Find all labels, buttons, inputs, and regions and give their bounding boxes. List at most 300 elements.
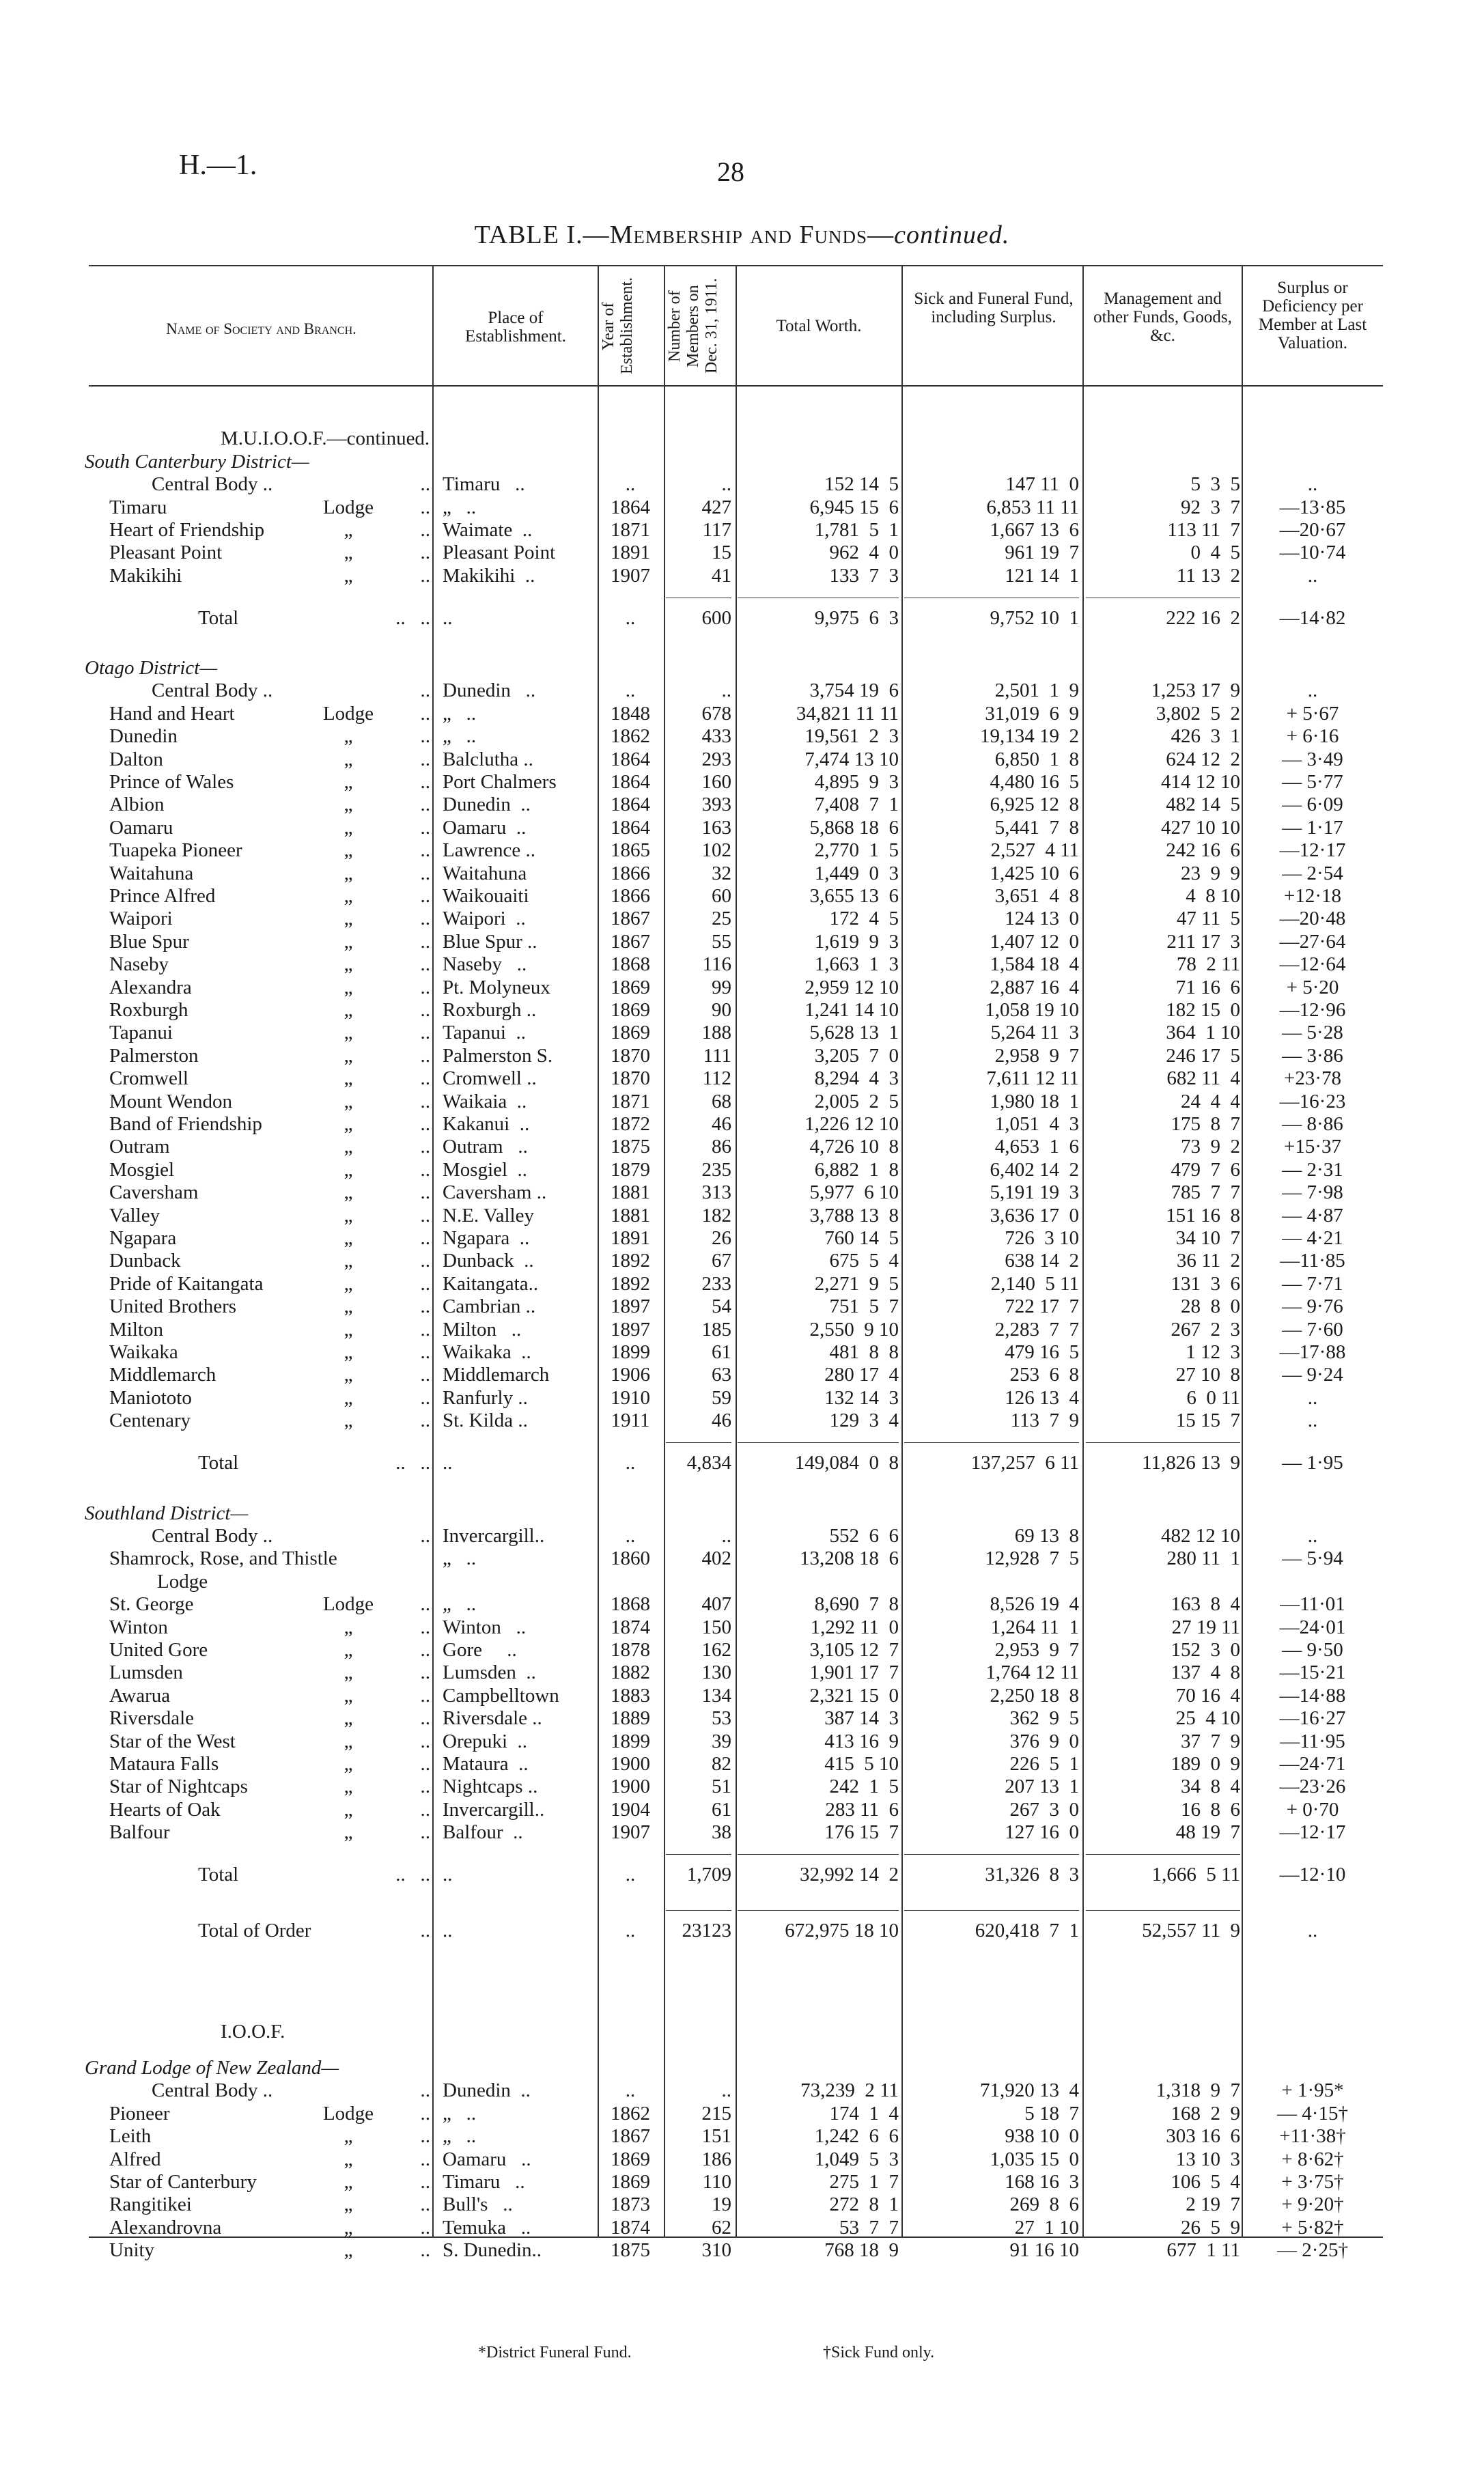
members-count: 46 — [712, 1113, 731, 1135]
sick-funeral-fund: 91 16 10 — [1009, 2239, 1079, 2261]
year-of-establishment: .. — [625, 2079, 636, 2101]
place-of-establishment: Temuka .. — [443, 2217, 531, 2239]
place-of-establishment: Balfour .. — [443, 1821, 523, 1843]
place-of-establishment: Ranfurly .. — [443, 1387, 528, 1409]
members-count: 99 — [712, 977, 731, 998]
district-name: Grand Lodge of New Zealand— — [85, 2057, 339, 2079]
branch-name: Mosgiel — [109, 1159, 175, 1181]
sick-funeral-fund: 1,584 18 4 — [990, 953, 1079, 975]
management-funds: 137 4 8 — [1171, 1661, 1240, 1683]
members-count: 67 — [712, 1250, 731, 1272]
surplus-per-member: — 2·31 — [1282, 1159, 1343, 1181]
place-of-establishment: Palmerston S. — [443, 1045, 553, 1067]
management-funds: 624 12 2 — [1166, 748, 1240, 770]
sick-funeral-fund: 620,418 7 1 — [975, 1920, 1079, 1941]
management-funds: 677 1 11 — [1166, 2239, 1240, 2261]
surplus-per-member: + 5·67 — [1286, 703, 1339, 725]
year-of-establishment: 1875 — [611, 2239, 650, 2261]
year-of-establishment: 1907 — [611, 1821, 650, 1843]
leader-dots: .. — [420, 725, 430, 747]
total-worth: 7,408 7 1 — [814, 794, 899, 815]
total-worth: 2,959 12 10 — [804, 977, 899, 998]
management-funds: 15 15 7 — [1175, 1410, 1240, 1431]
branch-name: Band of Friendship — [109, 1113, 262, 1135]
lodge-mark: „ — [344, 2171, 353, 2193]
total-worth: 1,663 1 3 — [814, 953, 899, 975]
members-count: 134 — [701, 1685, 731, 1707]
year-of-establishment: 1899 — [611, 1730, 650, 1752]
members-count: 60 — [712, 885, 731, 907]
footnote-district-funeral-fund: *District Funeral Fund. — [478, 2344, 632, 2361]
surplus-per-member: —17·88 — [1279, 1341, 1346, 1363]
members-count: 19 — [712, 2193, 731, 2215]
year-of-establishment: 1889 — [611, 1707, 650, 1729]
year-of-establishment: 1875 — [611, 1136, 650, 1158]
lodge-mark: „ — [344, 1295, 353, 1317]
branch-name: Rangitikei — [109, 2193, 192, 2215]
place-of-establishment: S. Dunedin.. — [443, 2239, 542, 2261]
place-of-establishment: Middlemarch — [443, 1364, 550, 1386]
total-worth: 73,239 2 11 — [800, 2079, 899, 2101]
lodge-mark: „ — [344, 771, 353, 793]
place-of-establishment: Pleasant Point — [443, 542, 556, 563]
leader-dots: .. — [420, 2125, 430, 2147]
members-count: 116 — [702, 953, 731, 975]
place-of-establishment: Lumsden .. — [443, 1661, 536, 1683]
management-funds: 163 8 4 — [1171, 1593, 1240, 1615]
sick-funeral-fund: 2,953 9 7 — [994, 1639, 1079, 1661]
total-label: Total — [198, 1452, 239, 1474]
members-count: .. — [721, 679, 731, 701]
management-funds: 131 3 6 — [1171, 1273, 1240, 1295]
management-funds: 52,557 11 9 — [1142, 1920, 1240, 1941]
leader-dots: .. — [420, 1525, 430, 1547]
leader-dots: .. — [420, 1799, 430, 1821]
total-worth: 1,242 6 6 — [814, 2125, 899, 2147]
members-count: 53 — [712, 1707, 731, 1729]
members-count: 112 — [702, 1067, 731, 1089]
total-label: Total — [198, 1864, 239, 1885]
sick-funeral-fund: 147 11 0 — [1005, 473, 1079, 495]
leader-dots: .. — [420, 1920, 430, 1941]
table-title-continued: continued. — [894, 221, 1010, 249]
surplus-per-member: —16·23 — [1279, 1091, 1346, 1112]
year-of-establishment: 1873 — [611, 2193, 650, 2215]
management-funds: 303 16 6 — [1166, 2125, 1240, 2147]
branch-name: Unity — [109, 2239, 155, 2261]
leader-dots: .. — [420, 2217, 430, 2239]
lodge-mark: „ — [344, 999, 353, 1021]
total-worth: 2,770 1 5 — [814, 839, 899, 861]
members-count: 293 — [701, 748, 731, 770]
surplus-per-member: — 7·98 — [1282, 1181, 1343, 1203]
sick-funeral-fund: 362 9 5 — [1009, 1707, 1079, 1729]
place-of-establishment: Naseby .. — [443, 953, 527, 975]
management-funds: 222 16 2 — [1166, 607, 1240, 629]
place-of-establishment: Bull's .. — [443, 2193, 513, 2215]
place-of-establishment: Makikihi .. — [443, 565, 535, 587]
total-worth: 760 14 5 — [824, 1227, 899, 1249]
sick-funeral-fund: 2,283 7 7 — [994, 1319, 1079, 1341]
total-worth: 751 5 7 — [829, 1295, 899, 1317]
place-of-establishment: .. — [443, 1920, 453, 1941]
branch-name: Hearts of Oak — [109, 1799, 221, 1821]
place-of-establishment: Gore .. — [443, 1639, 517, 1661]
total-rule — [1086, 1910, 1240, 1911]
surplus-per-member: + 0·70 — [1286, 1799, 1339, 1821]
total-worth: 283 11 6 — [825, 1799, 899, 1821]
sick-funeral-fund: 19,134 19 2 — [980, 725, 1079, 747]
surplus-per-member: + 1·95* — [1281, 2079, 1344, 2101]
place-of-establishment: Mosgiel .. — [443, 1159, 528, 1181]
total-worth: 272 8 1 — [829, 2193, 899, 2215]
management-funds: 414 12 10 — [1161, 771, 1240, 793]
total-rule — [904, 1442, 1079, 1443]
place-of-establishment: Kaitangata.. — [443, 1273, 539, 1295]
members-count: 68 — [712, 1091, 731, 1112]
management-funds: 73 9 2 — [1181, 1136, 1240, 1158]
lodge-mark: „ — [344, 1821, 353, 1843]
sick-funeral-fund: 31,326 8 3 — [985, 1864, 1079, 1885]
management-funds: 78 2 11 — [1176, 953, 1240, 975]
lodge-mark: „ — [344, 1730, 353, 1752]
sick-funeral-fund: 1,667 13 6 — [990, 519, 1079, 541]
total-worth: 672,975 18 10 — [785, 1920, 899, 1941]
branch-name: Leith — [109, 2125, 152, 2147]
members-count: 678 — [701, 703, 731, 725]
surplus-per-member: — 2·54 — [1282, 863, 1343, 884]
management-funds: 175 8 7 — [1171, 1113, 1240, 1135]
branch-name: Heart of Friendship — [109, 519, 265, 541]
leader-dots: .. .. — [395, 1452, 430, 1474]
members-count: 63 — [712, 1364, 731, 1386]
members-count: .. — [721, 473, 731, 495]
surplus-per-member: —11·95 — [1280, 1730, 1345, 1752]
leader-dots: .. — [420, 885, 430, 907]
members-count: .. — [721, 1525, 731, 1547]
surplus-per-member: —13·85 — [1279, 496, 1346, 518]
year-of-establishment: 1881 — [611, 1205, 650, 1226]
lodge-mark: „ — [344, 1205, 353, 1226]
surplus-per-member: — 1·95 — [1282, 1452, 1343, 1474]
year-of-establishment: 1865 — [611, 839, 650, 861]
branch-name: Dalton — [109, 748, 163, 770]
total-worth: 6,945 15 6 — [809, 496, 899, 518]
members-count: 82 — [712, 1753, 731, 1775]
members-count: 25 — [712, 908, 731, 929]
lodge-mark: „ — [344, 1616, 353, 1638]
lodge-mark: „ — [344, 1227, 353, 1249]
sick-funeral-fund: 6,925 12 8 — [990, 794, 1079, 815]
branch-name: Prince Alfred — [109, 885, 216, 907]
leader-dots: .. — [420, 1113, 430, 1135]
branch-name: Star of Nightcaps — [109, 1776, 248, 1797]
lodge-mark: „ — [344, 1136, 353, 1158]
management-funds: 11 13 2 — [1176, 565, 1240, 587]
members-count: 151 — [701, 2125, 731, 2147]
sick-funeral-fund: 7,611 12 11 — [986, 1067, 1079, 1089]
total-worth: 3,754 19 6 — [809, 679, 899, 701]
members-count: 186 — [701, 2148, 731, 2170]
sick-funeral-fund: 5 18 7 — [1024, 2103, 1079, 2125]
total-rule — [666, 1854, 731, 1855]
page-number: 28 — [717, 156, 744, 187]
total-worth: 2,550 9 10 — [809, 1319, 899, 1341]
sick-funeral-fund: 267 3 0 — [1009, 1799, 1079, 1821]
branch-name: Pride of Kaitangata — [109, 1273, 264, 1295]
lodge-mark: „ — [344, 2148, 353, 2170]
management-funds: 26 5 9 — [1181, 2217, 1240, 2239]
management-funds: 426 3 1 — [1171, 725, 1240, 747]
place-of-establishment: Oamaru .. — [443, 2148, 531, 2170]
sick-funeral-fund: 2,527 4 11 — [990, 839, 1079, 861]
branch-name: Shamrock, Rose, and Thistle — [109, 1547, 337, 1569]
branch-name: Dunback — [109, 1250, 181, 1272]
header-place-of-establishment: Place of Establishment. — [465, 309, 566, 346]
surplus-per-member: — 5·94 — [1282, 1547, 1343, 1569]
members-count: 215 — [701, 2103, 731, 2125]
total-worth: 2,321 15 0 — [809, 1685, 899, 1707]
leader-dots: .. — [420, 703, 430, 725]
lodge-mark: Lodge — [322, 496, 374, 518]
surplus-per-member: —27·64 — [1279, 931, 1346, 953]
surplus-per-member: +11·38† — [1279, 2125, 1346, 2147]
place-of-establishment: Waipori .. — [443, 908, 526, 929]
total-worth: 19,561 2 3 — [804, 725, 899, 747]
total-worth: 32,992 14 2 — [800, 1864, 899, 1885]
sick-funeral-fund: 168 16 3 — [1005, 2171, 1079, 2193]
total-worth: 129 3 4 — [829, 1410, 899, 1431]
surplus-per-member: —12·96 — [1279, 999, 1346, 1021]
members-count: 1,709 — [686, 1864, 731, 1885]
management-funds: 37 7 9 — [1181, 1730, 1240, 1752]
year-of-establishment: 1869 — [611, 2148, 650, 2170]
sick-funeral-fund: 71,920 13 4 — [980, 2079, 1079, 2101]
surplus-per-member: — 4·15† — [1277, 2103, 1348, 2125]
branch-name: Maniototo — [109, 1387, 192, 1409]
leader-dots: .. — [420, 1753, 430, 1775]
members-count: 162 — [701, 1639, 731, 1661]
header-management-funds: Management and other Funds, Goods, &c. — [1093, 290, 1232, 345]
sick-funeral-fund: 121 14 1 — [1005, 565, 1079, 587]
surplus-per-member: + 3·75† — [1281, 2171, 1344, 2193]
total-worth: 3,105 12 7 — [809, 1639, 899, 1661]
leader-dots: .. — [420, 1639, 430, 1661]
sick-funeral-fund: 1,264 11 1 — [990, 1616, 1079, 1638]
total-worth: 387 14 3 — [824, 1707, 899, 1729]
members-count: 61 — [712, 1341, 731, 1363]
branch-name: Mataura Falls — [109, 1753, 219, 1775]
year-of-establishment: 1899 — [611, 1341, 650, 1363]
lodge-mark: Lodge — [322, 2103, 374, 2125]
branch-name: Awarua — [109, 1685, 171, 1707]
branch-name: Alfred — [109, 2148, 161, 2170]
sick-funeral-fund: 1,035 15 0 — [990, 2148, 1079, 2170]
members-count: 310 — [701, 2239, 731, 2261]
total-worth: 53 7 7 — [839, 2217, 899, 2239]
place-of-establishment: Waikaka .. — [443, 1341, 531, 1363]
total-rule — [1086, 1854, 1240, 1855]
place-of-establishment: Timaru .. — [443, 473, 525, 495]
branch-name: Waitahuna — [109, 863, 194, 884]
year-of-establishment: 1910 — [611, 1387, 650, 1409]
place-of-establishment: .. — [443, 607, 453, 629]
year-of-establishment: 1864 — [611, 496, 650, 518]
year-of-establishment: 1860 — [611, 1547, 650, 1569]
management-funds: 34 10 7 — [1175, 1227, 1240, 1249]
branch-name: Hand and Heart — [109, 703, 235, 725]
leader-dots: .. — [420, 1136, 430, 1158]
sick-funeral-fund: 4,653 1 6 — [994, 1136, 1079, 1158]
surplus-per-member: .. — [1307, 1920, 1318, 1941]
total-worth: 1,226 12 10 — [804, 1113, 899, 1135]
management-funds: 785 7 7 — [1171, 1181, 1240, 1203]
sick-funeral-fund: 2,501 1 9 — [994, 679, 1079, 701]
management-funds: 106 5 4 — [1171, 2171, 1240, 2193]
members-count: 54 — [712, 1295, 731, 1317]
sick-funeral-fund: 1,058 19 10 — [985, 999, 1079, 1021]
surplus-per-member: — 3·86 — [1282, 1045, 1343, 1067]
surplus-per-member: —23·26 — [1279, 1776, 1346, 1797]
sick-funeral-fund: 938 10 0 — [1005, 2125, 1079, 2147]
branch-name: United Brothers — [109, 1295, 237, 1317]
members-count: 4,834 — [686, 1452, 731, 1474]
members-count: 235 — [701, 1159, 731, 1181]
branch-name: Roxburgh — [109, 999, 188, 1021]
members-count: 130 — [701, 1661, 731, 1683]
members-count: 188 — [701, 1022, 731, 1043]
page-reference: H.—1. — [179, 150, 257, 181]
total-worth: 2,271 9 5 — [814, 1273, 899, 1295]
place-of-establishment: Invercargill.. — [443, 1799, 545, 1821]
leader-dots: .. — [420, 1616, 430, 1638]
total-worth: 5,628 13 1 — [809, 1022, 899, 1043]
total-worth: 133 7 3 — [829, 565, 899, 587]
place-of-establishment: Waimate .. — [443, 519, 533, 541]
year-of-establishment: 1907 — [611, 565, 650, 587]
members-count: 313 — [701, 1181, 731, 1203]
management-funds: 479 7 6 — [1171, 1159, 1240, 1181]
management-funds: 364 1 10 — [1166, 1022, 1240, 1043]
year-of-establishment: .. — [625, 679, 636, 701]
surplus-per-member: +12·18 — [1283, 885, 1341, 907]
management-funds: 151 16 8 — [1166, 1205, 1240, 1226]
management-funds: 5 3 5 — [1190, 473, 1240, 495]
total-worth: 8,294 4 3 — [814, 1067, 899, 1089]
leader-dots: .. — [420, 1410, 430, 1431]
year-of-establishment: 1869 — [611, 1022, 650, 1043]
branch-name: Palmerston — [109, 1045, 199, 1067]
sick-funeral-fund: 8,526 19 4 — [990, 1593, 1079, 1615]
total-worth: 242 1 5 — [829, 1776, 899, 1797]
leader-dots: .. — [420, 748, 430, 770]
footnote-sick-fund-only: †Sick Fund only. — [823, 2344, 935, 2361]
branch-name: Star of the West — [109, 1730, 236, 1752]
surplus-per-member: — 2·25† — [1277, 2239, 1348, 2261]
surplus-per-member: — 5·77 — [1282, 771, 1343, 793]
sick-funeral-fund: 1,425 10 6 — [990, 863, 1079, 884]
place-of-establishment: Nightcaps .. — [443, 1776, 538, 1797]
sick-funeral-fund: 69 13 8 — [1014, 1525, 1079, 1547]
leader-dots: .. — [420, 1776, 430, 1797]
branch-name: Central Body .. — [152, 473, 273, 495]
management-funds: 189 0 9 — [1171, 1753, 1240, 1775]
year-of-establishment: 1869 — [611, 999, 650, 1021]
branch-name: Blue Spur — [109, 931, 189, 953]
sick-funeral-fund: 1,407 12 0 — [990, 931, 1079, 953]
table-title-main: Membership and Funds— — [609, 221, 895, 249]
management-funds: 1,666 5 11 — [1151, 1864, 1240, 1885]
total-worth: 2,005 2 5 — [814, 1091, 899, 1112]
lodge-mark: „ — [344, 748, 353, 770]
place-of-establishment: „ .. — [443, 725, 477, 747]
surplus-per-member: —24·71 — [1279, 1753, 1346, 1775]
lodge-mark: „ — [344, 1753, 353, 1775]
lodge-mark: „ — [344, 1661, 353, 1683]
leader-dots: .. — [420, 2103, 430, 2125]
management-funds: 27 10 8 — [1175, 1364, 1240, 1386]
leader-dots: .. — [420, 1730, 430, 1752]
lodge-mark: „ — [344, 1022, 353, 1043]
total-worth: 13,208 18 6 — [800, 1547, 899, 1569]
total-worth: 413 16 9 — [824, 1730, 899, 1752]
year-of-establishment: 1848 — [611, 703, 650, 725]
management-funds: 1 12 3 — [1186, 1341, 1240, 1363]
place-of-establishment: Ngapara .. — [443, 1227, 530, 1249]
total-rule — [738, 1854, 899, 1855]
lodge-mark: „ — [344, 725, 353, 747]
sick-funeral-fund: 9,752 10 1 — [990, 607, 1079, 629]
place-of-establishment: Outram .. — [443, 1136, 528, 1158]
year-of-establishment: 1900 — [611, 1776, 650, 1797]
total-worth: 1,901 17 7 — [809, 1661, 899, 1683]
year-of-establishment: 1864 — [611, 771, 650, 793]
place-of-establishment: Dunedin .. — [443, 2079, 531, 2101]
lodge-mark: „ — [344, 817, 353, 839]
leader-dots: .. — [420, 794, 430, 815]
members-count: 407 — [701, 1593, 731, 1615]
branch-name: Lumsden — [109, 1661, 183, 1683]
surplus-per-member: —16·27 — [1279, 1707, 1346, 1729]
total-worth: 172 4 5 — [829, 908, 899, 929]
district-name: Otago District— — [85, 657, 218, 679]
year-of-establishment: 1871 — [611, 1091, 650, 1112]
lodge-mark: „ — [344, 2125, 353, 2147]
sick-funeral-fund: 31,019 6 9 — [985, 703, 1079, 725]
total-worth: 3,788 13 8 — [809, 1205, 899, 1226]
year-of-establishment: 1897 — [611, 1319, 650, 1341]
members-count: 433 — [701, 725, 731, 747]
year-of-establishment: 1879 — [611, 1159, 650, 1181]
total-worth: 5,977 6 10 — [809, 1181, 899, 1203]
members-count: 393 — [701, 794, 731, 815]
branch-name: Oamaru — [109, 817, 173, 839]
surplus-per-member: — 1·17 — [1282, 817, 1343, 839]
sick-funeral-fund: 5,264 11 3 — [990, 1022, 1079, 1043]
sick-funeral-fund: 1,980 18 1 — [990, 1091, 1079, 1112]
place-of-establishment: „ .. — [443, 1593, 477, 1615]
leader-dots: .. — [420, 908, 430, 929]
place-of-establishment: Orepuki .. — [443, 1730, 528, 1752]
leader-dots: .. — [420, 2148, 430, 2170]
year-of-establishment: 1867 — [611, 931, 650, 953]
members-count: 59 — [712, 1387, 731, 1409]
sick-funeral-fund: 6,402 14 2 — [990, 1159, 1079, 1181]
sick-funeral-fund: 226 5 1 — [1009, 1753, 1079, 1775]
total-worth: 34,821 11 11 — [796, 703, 899, 725]
branch-name: Cromwell — [109, 1067, 188, 1089]
sick-funeral-fund: 722 17 7 — [1005, 1295, 1079, 1317]
